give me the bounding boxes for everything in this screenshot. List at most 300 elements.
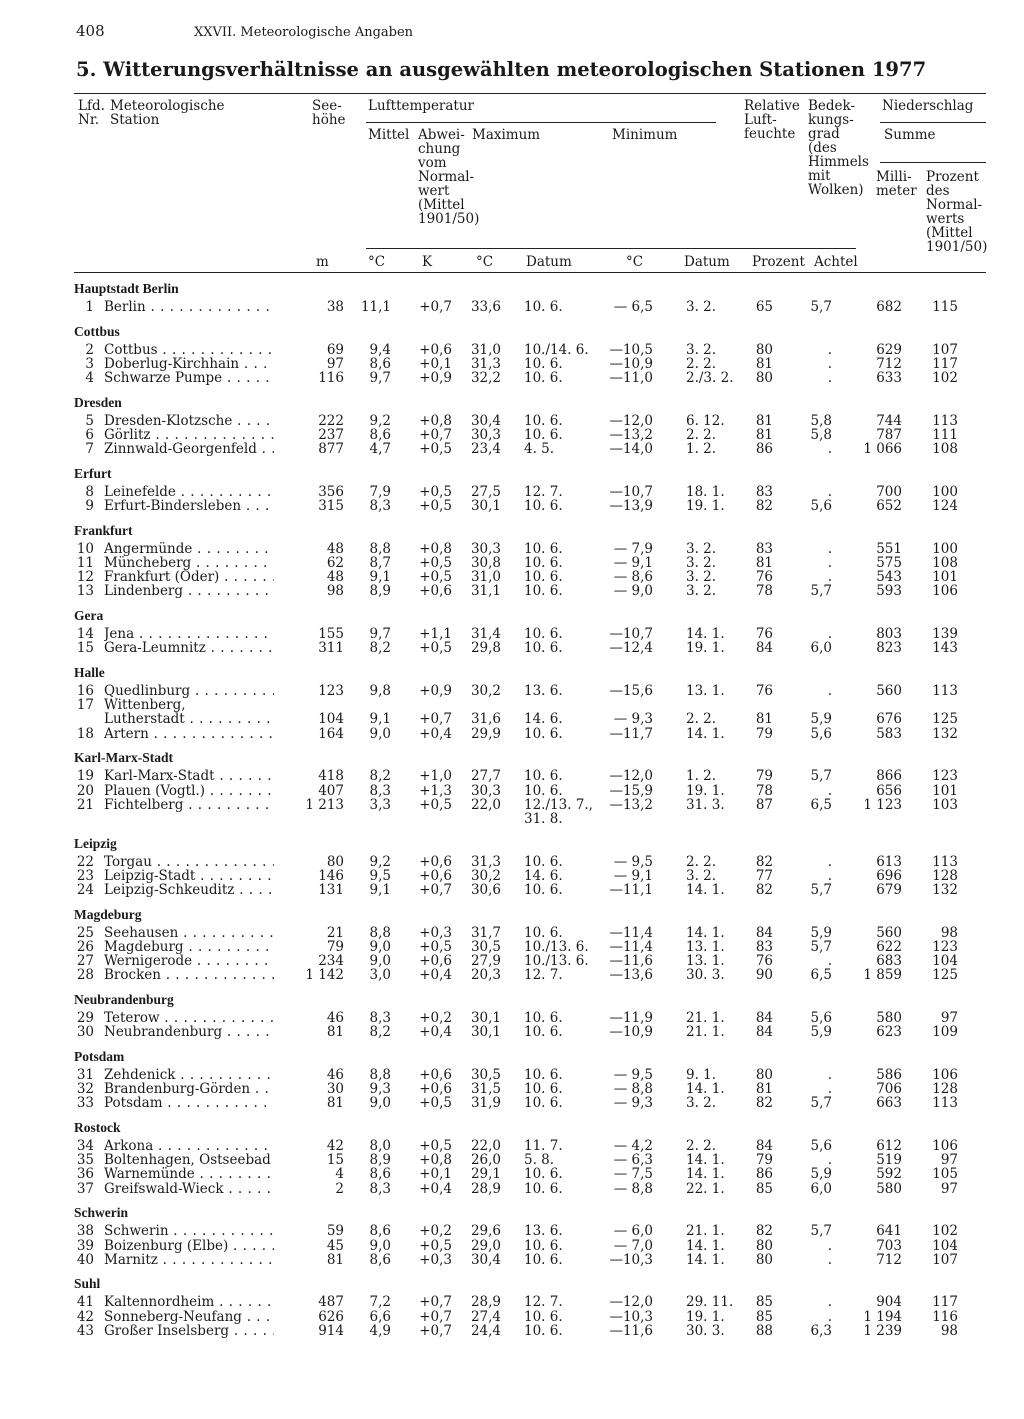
cell-station: Angermünde . . . (104, 542, 274, 556)
cell-abweichung: +0,2 (419, 1223, 452, 1240)
cell-mittel: 9,1 (369, 882, 391, 898)
cell-mittel: 8,6 (369, 1166, 391, 1183)
cell-seehoehe: 237 (318, 427, 344, 443)
cell-bedeckung: . (827, 370, 832, 387)
table-row (0, 584, 1024, 598)
cell-prozent: 113 (932, 1095, 958, 1112)
cell-prozent: 128 (932, 1081, 958, 1098)
cell-maximum: 31,1 (470, 583, 501, 600)
cell-station: Neubrandenburg . . . (104, 1025, 274, 1039)
cell-rel-feuchte: 65 (755, 299, 773, 315)
cell-prozent: 132 (932, 725, 958, 742)
cell-prozent: 97 (940, 1180, 958, 1197)
cell-min-datum: 18. 1. (686, 483, 725, 500)
cell-abweichung: +0,5 (419, 1138, 452, 1154)
cell-mittel: 11,1 (360, 299, 391, 315)
cell-bedeckung: 5,7 (810, 299, 832, 315)
cell-max-datum: 10./13. 6. (524, 953, 589, 970)
cell-maximum: 30,2 (470, 867, 501, 884)
cell-rel-feuchte: 84 (755, 1024, 773, 1041)
cell-max-datum: 10. 6. (524, 1237, 563, 1254)
cell-mittel: 8,0 (369, 1138, 391, 1154)
units-rule (366, 248, 856, 249)
cell-mittel: 9,0 (369, 938, 391, 955)
cell-mittel: 8,7 (369, 555, 391, 571)
unit-max: °C (476, 254, 494, 270)
cell-millimeter: 1 194 (863, 1308, 902, 1325)
cell-rel-feuchte: 79 (755, 1152, 773, 1169)
cell-maximum: 22,0 (470, 1138, 501, 1154)
table-row (0, 627, 1024, 641)
cell-millimeter: 623 (876, 1024, 902, 1041)
cell-seehoehe: 1 213 (305, 796, 344, 813)
cell-bedeckung: . (827, 867, 832, 884)
cell-maximum: 31,5 (470, 1081, 501, 1098)
cell-mittel: 8,3 (369, 498, 391, 515)
cell-abweichung: +0,7 (419, 427, 452, 443)
cell-minimum: —13,2 (609, 796, 653, 813)
cell-prozent: 125 (932, 967, 958, 984)
cell-bedeckung: . (827, 953, 832, 970)
cell-maximum: 31,9 (470, 1095, 501, 1112)
cell-minimum: —12,0 (609, 412, 653, 429)
cell-max-datum: 10. 6. (524, 427, 563, 443)
cell-lfd-nr: 21 (76, 796, 94, 813)
cell-seehoehe: 234 (318, 953, 344, 970)
cell-max-datum: 10. 6. (524, 640, 563, 657)
cell-station: Potsdam . . . (104, 1096, 274, 1110)
table-row (0, 940, 1024, 954)
group-heading: Potsdam (74, 1048, 125, 1064)
cell-rel-feuchte: 81 (755, 1081, 773, 1098)
cell-station: Berlin . . . (104, 300, 274, 314)
cell-millimeter: 580 (876, 1180, 902, 1197)
cell-maximum: 30,3 (470, 427, 501, 443)
cell-rel-feuchte: 82 (755, 882, 773, 898)
cell-seehoehe: 81 (326, 1095, 344, 1112)
cell-rel-feuchte: 84 (755, 1010, 773, 1026)
cell-prozent: 103 (932, 796, 958, 813)
table-row (0, 357, 1024, 371)
cell-bedeckung: . (827, 540, 832, 557)
cell-max-datum: 10. 6. (524, 1166, 563, 1183)
cell-max-datum: 10. 6. (524, 498, 563, 515)
table-row (0, 1324, 1024, 1338)
cell-mittel: 9,0 (369, 1095, 391, 1112)
cell-millimeter: 652 (876, 498, 902, 515)
cell-bedeckung: 5,9 (810, 711, 832, 728)
cell-rel-feuchte: 82 (755, 498, 773, 515)
cell-maximum: 31,7 (470, 924, 501, 941)
table-row (0, 570, 1024, 584)
cell-mittel: 9,1 (369, 569, 391, 586)
group-heading: Halle (74, 665, 105, 680)
cell-seehoehe: 123 (318, 683, 344, 699)
group-heading: Frankfurt (74, 522, 133, 538)
cell-lfd-nr: 11 (76, 555, 94, 571)
cell-bedeckung: 6,3 (810, 1322, 832, 1339)
cell-abweichung: +0,4 (419, 1024, 452, 1041)
cell-maximum: 31,4 (470, 626, 501, 643)
cell-max-datum: 10. 6. (524, 1024, 563, 1041)
cell-prozent: 104 (932, 1237, 958, 1254)
cell-seehoehe: 48 (326, 569, 344, 586)
cell-max-datum: 10. 6. (524, 768, 563, 785)
table-row (0, 869, 1024, 883)
cell-station: Boizenburg (Elbe) . . . (104, 1239, 274, 1253)
cell-max-datum: 12./13. 7., (524, 796, 593, 813)
cell-min-datum: 13. 1. (686, 683, 725, 699)
cell-lfd-nr: 25 (76, 924, 94, 941)
cell-bedeckung: . (827, 853, 832, 870)
cell-max-datum: 10. 6. (524, 1066, 563, 1083)
cell-minimum: — 8,6 (613, 569, 653, 586)
cell-lfd-nr: 18 (76, 725, 94, 742)
cell-maximum: 27,5 (470, 483, 501, 500)
cell-prozent: 139 (932, 626, 958, 643)
header-prozent-normal: Prozent des Normal- werts (Mittel 1901/50) (926, 169, 988, 255)
summe-rule (880, 162, 986, 163)
cell-millimeter: 787 (876, 427, 902, 443)
cell-bedeckung: 5,6 (810, 1138, 832, 1154)
cell-rel-feuchte: 80 (755, 341, 773, 358)
table-row (0, 428, 1024, 442)
cell-minimum: — 9,1 (613, 867, 653, 884)
cell-millimeter: 586 (876, 1066, 902, 1083)
cell-seehoehe: 626 (318, 1308, 344, 1325)
cell-minimum: —10,7 (609, 483, 653, 500)
cell-station-line1: Wittenberg, (104, 698, 186, 713)
cell-lfd-nr: 2 (85, 341, 94, 358)
cell-prozent: 124 (932, 498, 958, 515)
cell-seehoehe: 1 142 (305, 967, 344, 984)
table-row (0, 1182, 1024, 1196)
cell-prozent: 106 (932, 1066, 958, 1083)
cell-bedeckung: . (827, 483, 832, 500)
cell-maximum: 27,4 (470, 1308, 501, 1325)
cell-abweichung: +0,4 (419, 725, 452, 742)
cell-bedeckung: 5,7 (810, 938, 832, 955)
cell-maximum: 30,3 (470, 540, 501, 557)
cell-bedeckung: 6,5 (810, 967, 832, 984)
cell-station: Zinnwald-Georgenfeld . . . (104, 442, 274, 456)
cell-maximum: 23,4 (470, 441, 501, 458)
cell-prozent: 108 (932, 441, 958, 458)
cell-max-datum: 10. 6. (524, 355, 563, 372)
cell-bedeckung: 5,7 (810, 1223, 832, 1240)
cell-bedeckung: 5,9 (810, 924, 832, 941)
cell-rel-feuchte: 80 (755, 1066, 773, 1083)
cell-prozent: 123 (932, 768, 958, 785)
cell-maximum: 29,1 (470, 1166, 501, 1183)
cell-bedeckung: 6,0 (810, 1180, 832, 1197)
unit-m: m (316, 254, 329, 270)
cell-mittel: 3,3 (369, 796, 391, 813)
cell-millimeter: 1 123 (863, 796, 902, 813)
cell-millimeter: 543 (876, 569, 902, 586)
cell-rel-feuchte: 76 (755, 953, 773, 970)
header-maximum: Maximum (472, 127, 541, 143)
cell-max-datum: 14. 6. (524, 711, 563, 728)
cell-minimum: — 4,2 (613, 1138, 653, 1154)
cell-seehoehe: 81 (326, 1024, 344, 1041)
cell-maximum: 28,9 (470, 1180, 501, 1197)
group-heading: Magdeburg (74, 906, 142, 922)
cell-seehoehe: 407 (318, 782, 344, 799)
cell-maximum: 30,5 (470, 938, 501, 955)
cell-prozent: 104 (932, 953, 958, 970)
cell-abweichung: +0,1 (419, 1166, 452, 1183)
cell-abweichung: +0,7 (419, 1322, 452, 1339)
cell-prozent: 109 (932, 1024, 958, 1041)
cell-rel-feuchte: 82 (755, 853, 773, 870)
cell-max-datum: 10. 6. (524, 1322, 563, 1339)
cell-prozent: 113 (932, 683, 958, 699)
cell-lfd-nr: 27 (76, 953, 94, 970)
running-head (76, 22, 413, 40)
cell-seehoehe: 59 (326, 1223, 344, 1240)
cell-maximum: 28,9 (470, 1294, 501, 1311)
cell-lfd-nr: 36 (76, 1166, 94, 1183)
cell-abweichung: +0,7 (419, 1294, 452, 1311)
cell-lfd-nr: 12 (76, 569, 94, 586)
cell-station: Müncheberg . . . (104, 556, 274, 570)
page-number: 408 (76, 22, 105, 40)
cell-rel-feuchte: 84 (755, 640, 773, 657)
cell-seehoehe: 2 (335, 1180, 344, 1197)
cell-rel-feuchte: 83 (755, 483, 773, 500)
header-minimum: Minimum (612, 127, 678, 143)
cell-millimeter: 560 (876, 924, 902, 941)
cell-millimeter: 866 (876, 768, 902, 785)
cell-abweichung: +0,7 (419, 1308, 452, 1325)
cell-station: Seehausen . . . (104, 926, 274, 940)
cell-millimeter: 676 (876, 711, 902, 728)
cell-rel-feuchte: 81 (755, 555, 773, 571)
cell-mittel: 8,6 (369, 1251, 391, 1268)
table-row (0, 485, 1024, 499)
cell-prozent: 98 (940, 924, 958, 941)
cell-max-datum: 10. 6. (524, 626, 563, 643)
cell-abweichung: +0,8 (419, 540, 452, 557)
cell-seehoehe: 79 (326, 938, 344, 955)
table-row (0, 1295, 1024, 1309)
group-heading: Leipzig (74, 835, 117, 851)
cell-station: Jena . . . (104, 627, 274, 641)
cell-station: Fichtelberg . . . (104, 798, 274, 812)
table-row (0, 641, 1024, 655)
cell-minimum: — 6,3 (613, 1152, 653, 1169)
cell-station: Leinefelde . . . (104, 485, 274, 499)
table-row (0, 1167, 1024, 1181)
cell-seehoehe: 48 (326, 540, 344, 557)
cell-minimum: —15,6 (609, 683, 653, 699)
cell-lfd-nr: 23 (76, 867, 94, 884)
cell-lfd-nr: 40 (76, 1251, 94, 1268)
cell-minimum: —11,6 (609, 953, 653, 970)
cell-prozent: 107 (932, 1251, 958, 1268)
cell-minimum: —12,0 (609, 768, 653, 785)
cell-millimeter: 1 859 (863, 967, 902, 984)
cell-min-datum: 3. 2. (686, 583, 717, 600)
cell-min-datum: 2. 2. (686, 1138, 717, 1154)
cell-rel-feuchte: 81 (755, 412, 773, 429)
cell-lfd-nr: 28 (76, 967, 94, 984)
cell-max-datum: 10. 6. (524, 1010, 563, 1026)
cell-min-datum: 22. 1. (686, 1180, 725, 1197)
cell-prozent: 123 (932, 938, 958, 955)
table-row (0, 769, 1024, 783)
cell-min-datum: 1. 2. (686, 441, 717, 458)
cell-bedeckung: 5,6 (810, 498, 832, 515)
cell-minimum: —10,3 (609, 1308, 653, 1325)
cell-minimum: — 9,3 (613, 1095, 653, 1112)
cell-seehoehe: 164 (318, 725, 344, 742)
cell-bedeckung: . (827, 1308, 832, 1325)
cell-max-datum: 13. 6. (524, 683, 563, 699)
table-row (0, 371, 1024, 385)
cell-max-datum: 10. 6. (524, 412, 563, 429)
cell-mittel: 8,2 (369, 768, 391, 785)
cell-prozent: 113 (932, 853, 958, 870)
cell-abweichung: +0,9 (419, 370, 452, 387)
cell-station: Cottbus . . . (104, 343, 274, 357)
cell-lfd-nr: 37 (76, 1180, 94, 1197)
cell-rel-feuchte: 84 (755, 924, 773, 941)
cell-max-datum: 4. 5. (524, 441, 555, 458)
cell-rel-feuchte: 78 (755, 583, 773, 600)
cell-seehoehe: 222 (318, 412, 344, 429)
cell-max-datum: 10. 6. (524, 725, 563, 742)
cell-rel-feuchte: 76 (755, 683, 773, 699)
cell-station: Zehdenick . . . (104, 1068, 274, 1082)
cell-maximum: 33,6 (470, 299, 501, 315)
cell-millimeter: 656 (876, 782, 902, 799)
cell-min-datum: 21. 1. (686, 1010, 725, 1026)
cell-minimum: —11,1 (609, 882, 653, 898)
cell-minimum: — 6,5 (613, 299, 653, 315)
cell-lfd-nr: 26 (76, 938, 94, 955)
cell-rel-feuchte: 83 (755, 938, 773, 955)
cell-lfd-nr: 35 (76, 1152, 94, 1169)
cell-prozent: 125 (932, 711, 958, 728)
cell-abweichung: +0,6 (419, 583, 452, 600)
cell-millimeter: 679 (876, 882, 902, 898)
cell-prozent: 101 (932, 569, 958, 586)
cell-station: Artern . . . (104, 727, 274, 741)
cell-max-datum: 10. 6. (524, 924, 563, 941)
cell-mittel: 9,1 (369, 711, 391, 728)
cell-bedeckung: . (827, 1066, 832, 1083)
cell-rel-feuchte: 80 (755, 370, 773, 387)
table-row (0, 883, 1024, 897)
cell-bedeckung: . (827, 569, 832, 586)
cell-minimum: —10,9 (609, 355, 653, 372)
cell-mittel: 8,6 (369, 355, 391, 372)
cell-millimeter: 580 (876, 1010, 902, 1026)
table-row (0, 343, 1024, 357)
cell-millimeter: 593 (876, 583, 902, 600)
header-bottom-rule (74, 272, 986, 273)
cell-lfd-nr: 32 (76, 1081, 94, 1098)
table-row (0, 542, 1024, 556)
cell-rel-feuchte: 87 (755, 796, 773, 813)
cell-minimum: —11,6 (609, 1322, 653, 1339)
cell-max-datum: 10. 6. (524, 1308, 563, 1325)
cell-station: Marnitz . . . (104, 1253, 274, 1267)
cell-min-datum: 21. 1. (686, 1024, 725, 1041)
header-lufttemperatur: Lufttemperatur (368, 98, 475, 114)
cell-rel-feuchte: 84 (755, 1138, 773, 1154)
header-seehoehe: See- höhe (312, 98, 346, 128)
cell-max-datum: 5. 8. (524, 1152, 555, 1169)
cell-min-datum: 14. 1. (686, 725, 725, 742)
cell-prozent: 116 (932, 1308, 958, 1325)
cell-station: Schwerin . . . (104, 1224, 274, 1238)
cell-minimum: — 9,3 (613, 711, 653, 728)
cell-bedeckung: . (827, 1237, 832, 1254)
cell-rel-feuchte: 90 (755, 967, 773, 984)
cell-max-datum: 12. 7. (524, 967, 563, 984)
cell-max-datum: 11. 7. (524, 1138, 563, 1154)
cell-millimeter: 904 (876, 1294, 902, 1311)
table-title: 5. Witterungsverhältnisse an ausgewählten meteorologischen Stationen 1977 (76, 58, 927, 81)
cell-station: Großer Inselsberg . . . (104, 1324, 274, 1338)
cell-bedeckung: 6,0 (810, 640, 832, 657)
cell-rel-feuchte: 80 (755, 1237, 773, 1254)
cell-millimeter: 663 (876, 1095, 902, 1112)
cell-station: Erfurt-Bindersleben . . . (104, 499, 274, 513)
table-row (0, 855, 1024, 869)
cell-minimum: —11,0 (609, 370, 653, 387)
cell-seehoehe: 30 (326, 1081, 344, 1098)
cell-millimeter: 712 (876, 1251, 902, 1268)
table-row (0, 1011, 1024, 1025)
cell-maximum: 31,0 (470, 341, 501, 358)
cell-rel-feuchte: 79 (755, 768, 773, 785)
cell-max-datum: 10. 6. (524, 540, 563, 557)
cell-lfd-nr: 5 (85, 412, 94, 429)
cell-maximum: 31,3 (470, 853, 501, 870)
cell-mittel: 8,3 (369, 1180, 391, 1197)
cell-maximum: 27,7 (470, 768, 501, 785)
cell-station: Arkona . . . (104, 1139, 274, 1153)
cell-millimeter: 706 (876, 1081, 902, 1098)
cell-mittel: 9,2 (369, 853, 391, 870)
cell-abweichung: +0,5 (419, 498, 452, 515)
cell-max-datum: 10. 6. (524, 569, 563, 586)
cell-min-datum: 30. 3. (686, 967, 725, 984)
table-row (0, 1153, 1024, 1167)
cell-millimeter: 575 (876, 555, 902, 571)
cell-millimeter: 551 (876, 540, 902, 557)
cell-min-datum: 3. 2. (686, 540, 717, 557)
cell-abweichung: +0,6 (419, 953, 452, 970)
cell-minimum: —12,0 (609, 1294, 653, 1311)
cell-min-datum: 2. 2. (686, 355, 717, 372)
table-row (0, 727, 1024, 741)
cell-lfd-nr: 39 (76, 1237, 94, 1254)
cell-seehoehe: 487 (318, 1294, 344, 1311)
cell-mittel: 3,0 (369, 967, 391, 984)
cell-bedeckung: . (827, 355, 832, 372)
cell-lfd-nr: 8 (85, 483, 94, 500)
cell-max-datum: 10./14. 6. (524, 341, 589, 358)
cell-min-datum: 14. 1. (686, 1166, 725, 1183)
cell-bedeckung: 5,7 (810, 1095, 832, 1112)
cell-minimum: —15,9 (609, 782, 653, 799)
cell-max-datum: 12. 7. (524, 1294, 563, 1311)
